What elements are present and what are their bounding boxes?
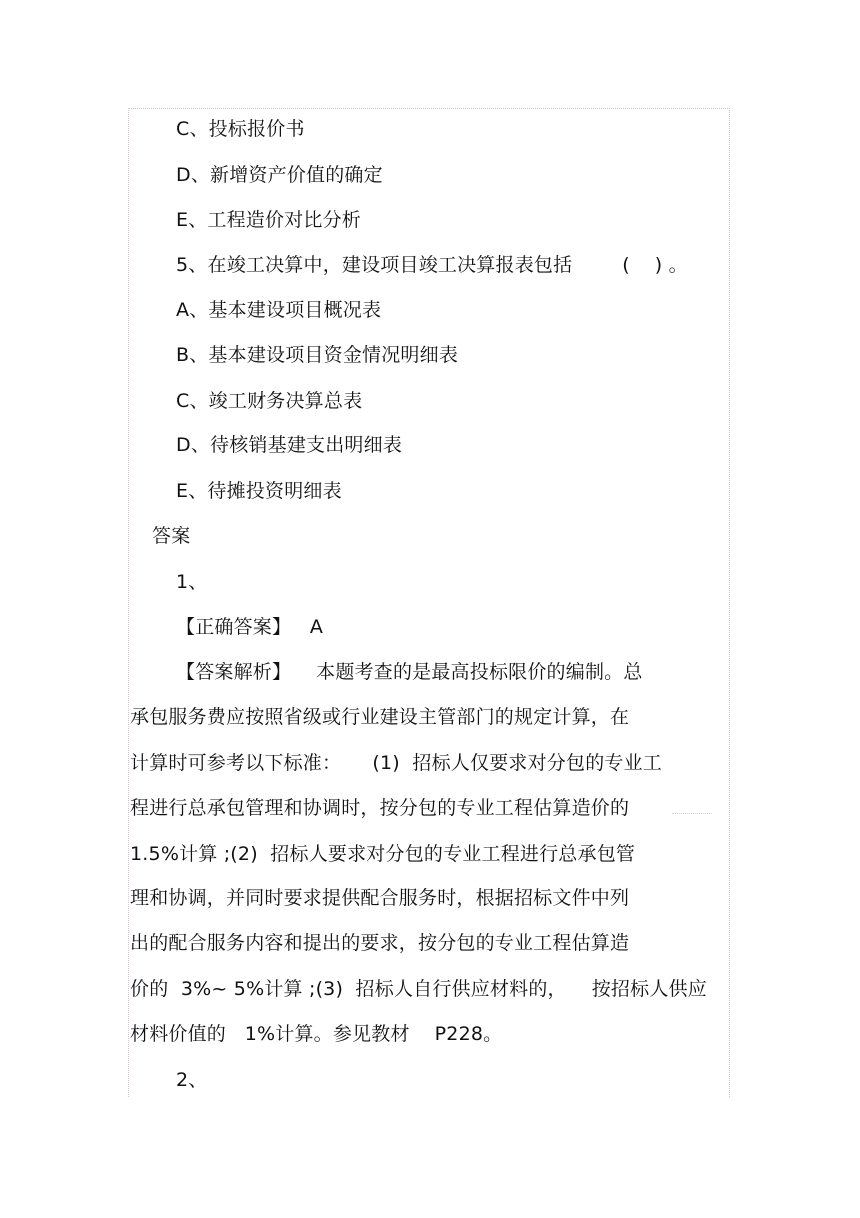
answers-heading: 答案 — [152, 525, 191, 547]
q4-option-d: D、新增资产价值的确定 — [176, 164, 383, 186]
answer-1-analysis-line-7: 出的配合服务内容和提出的要求，按分包的专业工程估算造 — [130, 932, 630, 954]
q5-option-c: C、竣工财务决算总表 — [176, 390, 363, 412]
q4-option-e: E、工程造价对比分析 — [176, 209, 362, 231]
q5-option-d: D、待核销基建支出明细表 — [176, 434, 403, 456]
q5-option-e: E、待摊投资明细表 — [176, 480, 342, 502]
answer-1-analysis-line-2: 承包服务费应按照省级或行业建设主管部门的规定计算，在 — [130, 706, 630, 728]
answer-1-analysis-line-9: 材料价值的 1%计算。参见教材 P228。 — [130, 1023, 503, 1045]
answer-1-analysis-line-4: 程进行总承包管理和协调时，按分包的专业工程估算造价的 — [130, 797, 630, 819]
answer-1-number: 1、 — [176, 571, 208, 593]
dotted-divider — [672, 813, 712, 814]
q5-stem: 5、在竣工决算中，建设项目竣工决算报表包括 ( ) 。 — [176, 254, 688, 276]
answer-1-analysis-line-6: 理和协调，并同时要求提供配合服务时，根据招标文件中列 — [130, 887, 630, 909]
q5-option-b: B、基本建设项目资金情况明细表 — [176, 344, 459, 366]
answer-1-analysis-line-1: 【答案解析】 本题考查的是最高投标限价的编制。总 — [176, 661, 643, 683]
q5-option-a: A、基本建设项目概况表 — [176, 299, 382, 321]
answer-1-analysis-line-5: 1.5%计算 ;(2) 招标人要求对分包的专业工程进行总承包管 — [130, 843, 636, 865]
answer-1-analysis-line-8: 价的 3%~ 5%计算 ;(3) 招标人自行供应材料的， 按招标人供应 — [130, 978, 707, 1000]
q4-option-c: C、投标报价书 — [176, 118, 305, 140]
answer-1-correct: 【正确答案】 A — [176, 616, 324, 638]
answer-1-analysis-line-3: 计算时可参考以下标准： (1) 招标人仅要求对分包的专业工 — [130, 752, 662, 774]
answer-2-number: 2、 — [176, 1069, 208, 1091]
